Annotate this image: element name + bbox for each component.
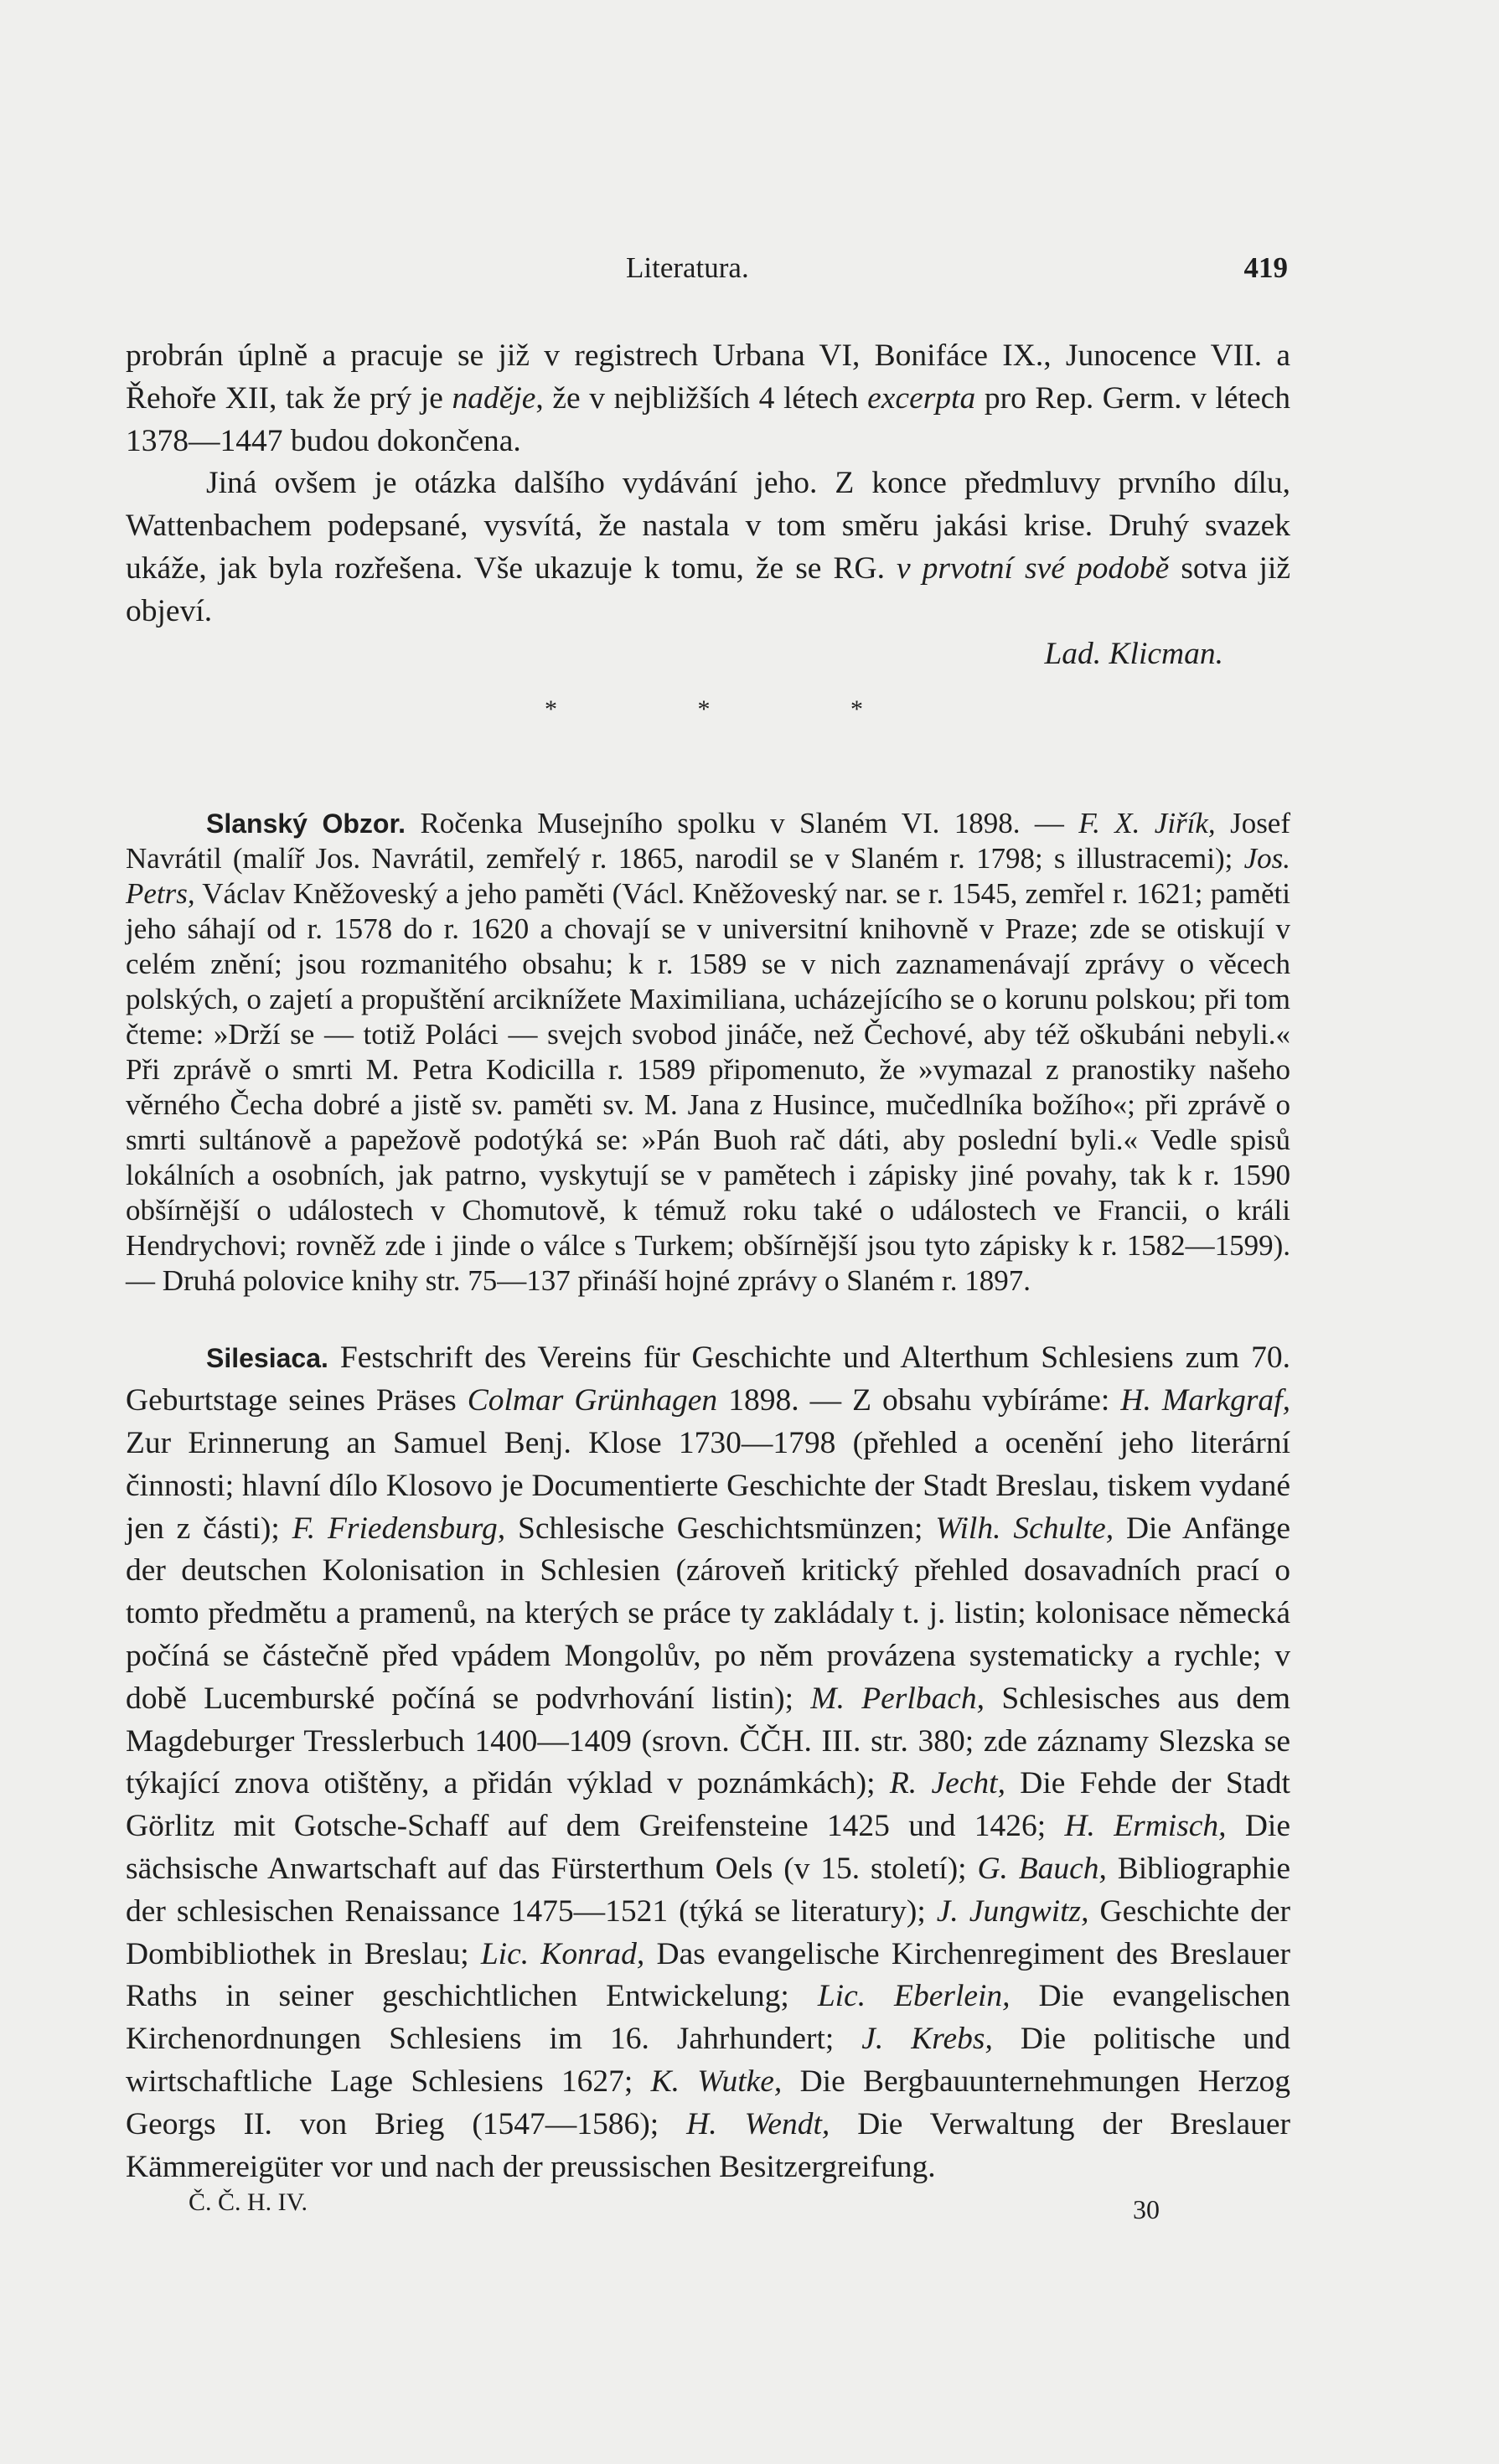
signature-mark: Č. Č. H. IV. bbox=[189, 2188, 308, 2216]
review-signature: Lad. Klicman. bbox=[1044, 636, 1223, 671]
section-title: Literatura. bbox=[626, 251, 749, 284]
paragraph-1: probrán úplně a pracuje se již v registrech Urbana VI, Bonifáce IX., Junocence VII. a Řehoře XII, tak že prý je naděje, že v nejbližších 4 létech excerpta pro Rep. Germ. v létech 1378—1447 budou dokončena. bbox=[126, 338, 1291, 458]
entry-slansky-obzor: Slanský Obzor. Ročenka Musejního spolku v Slaném VI. 1898. — F. X. Jiřík, Josef Navrátil (malíř Jos. Navrátil, zemřelý r. 1865, narodil se v Slaném r. 1798; s illustracemi); Jos. Petrs, Václav Kněžoveský a jeho paměti (Václ. Kněžoveský nar. se r. 1545, zemřel r. 1621; paměti jeho sáhají od r. 1578 do r. 1620 a chovají se v universitní knihovně v Praze; zde se otiskují v celém znění; jsou rozmanitého obsahu; k r. 1589 se v nich zaznamenávají zprávy o věcech polských, o zajetí a propuštění arciknížete Maximiliana, ucházejícího se o korunu polskou; při tom čteme: »Drží se — totiž Poláci — svejch svobod jináče, než Čechové, aby též oškubáni nebyli.« Při zprávě o smrti M. Petra Kodicilla r. 1589 připomenuto, že »vymazal z pranostiky našeho věrného Čecha dobré a jistě sv. paměti sv. M. Jana z Husince, mučedlníka božího«; při zprávě o smrti sultánově a papežově podotýká se: »Pán Buoh rač dáti, aby poslední byli.« Vedle spisů lokálních a osobních, jak patrno, vyskytují se v pamětech i zápisky jiné povahy, tak k r. 1590 obšírnější o událostech v Chomutově, k témuž roku také o událostech ve Francii, o králi Hendrychovi; rovněž zde i jinde o válce s Turkem; obšírnější jsou tyto zápisky k r. 1582—1599). — Druhá polovice knihy str. 75—137 přináší hojné zprávy o Slaném r. 1897. bbox=[126, 807, 1290, 1298]
paragraph-2: Jiná ovšem je otázka dalšího vydávání jeho. Z konce předmluvy prvního dílu, Wattenbachem podepsané, vysvítá, že nastala v tom směru jakási krise. Druhý svazek ukáže, jak byla rozřešena. Vše ukazuje k tomu, že se RG. v prvotní své podobě sotva již objeví. bbox=[126, 466, 1291, 628]
entry-heading: Slanský Obzor. bbox=[206, 808, 406, 839]
section-separator-stars: * * * bbox=[545, 695, 930, 724]
entry-heading: Silesiaca. bbox=[206, 1343, 328, 1374]
entry-silesiaca: Silesiaca. Festschrift des Vereins für Geschichte und Alterthum Schlesiens zum 70. Geburtstage seines Präses Colmar Grünhagen 1898. — Z obsahu vybíráme: H. Markgraf, Zur Erinnerung an Samuel Benj. Klose 1730—1798 (přehled a ocenění jeho literární činnosti; hlavní dílo Klosovo je Documentierte Geschichte der Stadt Breslau, tiskem vydané jen z části); F. Friedensburg, Schlesische Geschichtsmünzen; Wilh. Schulte, Die Anfänge der deutschen Kolonisation in Schlesien (zároveň kritický přehled dosavadních prací o tomto předmětu a pramenů, na kterých se práce ty zakládaly t. j. listin; kolonisace německá počíná se částečně před vpádem Mongolův, po něm provázena systematicky a rychle; v době Lucemburské počíná se podvrhování listin); M. Perlbach, Schlesisches aus dem Magdeburger Tresslerbuch 1400—1409 (srovn. ČČH. III. str. 380; zde záznamy Slezska se týkající znova otištěny, a přidán výklad v poznámkách); R. Jecht, Die Fehde der Stadt Görlitz mit Gotsche-Schaff auf dem Greifensteine 1425 und 1426; H. Ermisch, Die sächsische Anwartschaft auf das Fürsterthum Oels (v 15. století); G. Bauch, Bibliographie der schlesischen Renaissance 1475—1521 (týká se literatury); J. Jungwitz, Geschichte der Dombibliothek in Breslau; Lic. Konrad, Das evangelische Kirchenregiment des Breslauer Raths in seiner geschichtlichen Entwickelung; Lic. Eberlein, Die evangelischen Kirchenordnungen Schlesiens im 16. Jahrhundert; J. Krebs, Die politische und wirtschaftliche Lage Schlesiens 1627; K. Wutke, Die Bergbauunternehmungen Herzog Georgs II. von Brieg (1547—1586); H. Wendt, Die Verwaltung der Breslauer Kämmereigüter vor und nach der preussischen Besitzergreifung. bbox=[126, 1340, 1291, 2184]
running-head bbox=[626, 251, 1288, 285]
page-number: 419 bbox=[1243, 251, 1288, 284]
body-text bbox=[126, 335, 1290, 2188]
sheet-number: 30 bbox=[1133, 2194, 1160, 2224]
